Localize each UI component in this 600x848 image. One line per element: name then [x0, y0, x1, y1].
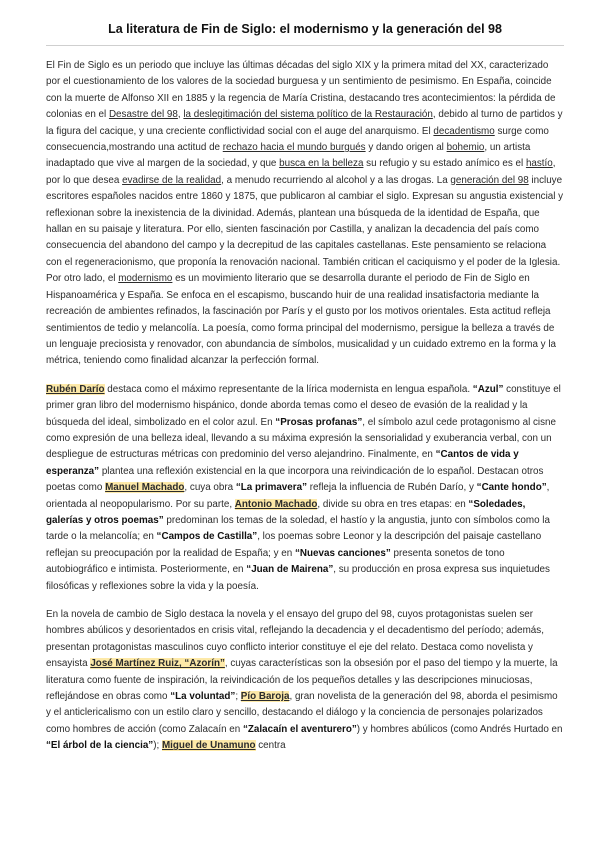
text-run: , un artista inadaptado que vive al margen de la sociedad, y que — [46, 142, 531, 170]
paragraph-intro — [46, 58, 564, 370]
text-run: , divide su obra en tres etapas: en — [317, 498, 469, 510]
text-run: ; — [235, 691, 241, 703]
page-title: La literatura de Fin de Siglo: el modernismo y la generación del 98 — [108, 22, 502, 36]
author-highlight: Miguel de Unamuno — [161, 740, 256, 752]
paragraph-novela — [46, 607, 564, 755]
text-run: incluye escritores españoles nacidos entre 1860 y 1875, que publicaron al cambiar el siglo. Expresan su angustia existencial y reflexionan sobre la inexistencia de la divinidad. Además, plantean una búsqueda de la identidad de España, que hallan en su paisaje y literatura. Por ello, sienten fascinación por Castilla, y analizan la decadencia del país como consecuencia del abandono del campo y la decrepitud de las capitales castellanas. Este pensamiento se relaciona con el regeneracionismo, que proponía la renovación nacional. También critican el caciquismo y el poder de la Iglesia. Por otro lado, el — [46, 174, 564, 285]
paragraph-ruben-dario — [46, 382, 564, 595]
work-title: “Prosas profanas” — [275, 416, 363, 428]
work-title: “Juan de Mairena” — [246, 564, 334, 576]
text-run: , debido al turno de partidos y la figura del cacique, y una creciente conflictividad social con el auge del anarquismo. El — [46, 109, 563, 137]
text-run: , — [177, 109, 184, 121]
underlined-term: evadirse de la realidad — [122, 174, 222, 186]
text-run: su refugio y su estado anímico es el — [363, 158, 526, 170]
text-run: , su producción en prosa expresa sus inquietudes filosóficas y reflexiones sobre la vida y la poesía. — [46, 564, 550, 592]
text-run: , el símbolo azul cede protagonismo al cisne como expresión de una belleza ideal, llevando a su máxima expresión la sensorialidad y exuberancia verbal, con un despliegue de estructuras métricas con predominio del verso alejandrino. Finalmente, en — [46, 416, 556, 461]
text-run: , los poemas sobre Leonor y la descripción del paisaje castellano reflejan su preocupación por la realidad de España; y en — [46, 531, 542, 559]
text-run: plantea una reflexión existencial en la que incorpora una reivindicación de lo español. Destacan otros poetas como — [46, 465, 544, 494]
text-run: , cuya obra — [184, 482, 236, 494]
underlined-term: generación del 98 — [450, 174, 529, 186]
author-highlight: Manuel Machado — [105, 482, 185, 494]
author-highlight: Antonio Machado — [234, 498, 318, 510]
document-body — [46, 58, 564, 755]
underlined-term: busca en la belleza — [279, 158, 364, 170]
text-run: ); — [153, 740, 162, 752]
work-title: “Soledades, galerías y otros poemas” — [46, 498, 526, 526]
author-highlight: Pío Baroja — [240, 691, 290, 703]
work-title: “Cantos de vida y esperanza” — [46, 449, 519, 477]
text-run: , orientada al neopopularismo. Por su parte, — [46, 482, 550, 510]
underlined-term: la deslegitimación del sistema político de la Restauración — [183, 109, 433, 121]
work-title: “El árbol de la ciencia” — [46, 740, 154, 752]
work-title: “Azul” — [472, 383, 504, 395]
text-run: centra — [255, 740, 286, 752]
text-run: y dando origen al — [365, 142, 447, 154]
author-highlight: José Martínez Ruiz, “Azorín” — [90, 658, 225, 670]
underlined-term: Desastre del 98 — [108, 109, 178, 121]
work-title: “Cante hondo” — [476, 482, 547, 494]
underlined-term: modernismo — [118, 273, 173, 285]
text-run: ) y hombres abúlicos (como Andrés Hurtado en — [356, 723, 563, 735]
work-title: “La primavera” — [235, 482, 307, 494]
work-title: “Nuevas canciones” — [295, 547, 391, 559]
underlined-term: rechazo hacia el mundo burgués — [222, 142, 366, 154]
text-run: , a menudo recurriendo al alcohol y a las drogas. La — [221, 174, 451, 186]
underlined-term: bohemio — [446, 142, 485, 154]
work-title: “Zalacaín el aventurero” — [242, 723, 357, 735]
text-run: , gran novelista de la generación del 98, aborda el pesimismo y el anticlericalismo con un estilo claro y sencillo, destacando el diálogo y la conciencia de personajes polarizados como hombres de acción (como Zalacaín en — [46, 691, 558, 735]
text-run: El Fin de Siglo es un periodo que incluye las últimas décadas del siglo XIX y la primera mitad del XX, caracterizado por el cuestionamiento de los valores de la sociedad burguesa y un sentimiento de pesimismo. En España, coincide con la muerte de Alfonso XII en 1885 y la regencia de María Cristina, destacando tres acontecimientos: la pérdida de colonias en el — [46, 60, 556, 121]
text-run: , cuyas características son la obsesión por el paso del tiempo y la muerte, la literatura como fuente de inspiración, la reivindicación de los pequeños detalles y las descripciones minuciosas, reflejándose en obras como — [46, 658, 558, 703]
text-run: presenta sonetos de tono autobiográfico e intimista. Posteriormente, en — [46, 547, 505, 576]
underlined-term: decadentismo — [433, 125, 495, 137]
text-run: constituye el primer gran libro del modernismo hispánico, donde aborda temas como el deseo de evasión de la realidad y la búsqueda del ideal, simbolizado en el color azul. En — [46, 383, 561, 428]
title-divider — [46, 45, 564, 46]
author-highlight: Rubén Darío — [46, 383, 105, 395]
text-run: es un movimiento literario que se desarrolla durante el periodo de Fin de Siglo en Hispanoamérica y España. Se enfoca en el escapismo, buscando huir de una realidad insatisfactoria mediante la recreación de ambientes refinados, la fascinación por París y el gusto por los motivos orientales. Esta actitud refleja sentimientos de tedio y melancolía. La poesía, como forma principal del modernismo, persigue la belleza a través de un lenguaje preciosista y renovador, con abundancia de símbolos, musicalidad y un cuidado extremo en la forma y la métrica, teniendo como finalidad alcanzar la perfección formal. — [46, 273, 556, 367]
work-title: “La voluntad” — [170, 691, 236, 703]
text-run: predominan los temas de la soledad, el hastío y la angustia, junto con símbolos como la tarde o la melancolía; en — [46, 514, 550, 543]
text-run: En la novela de cambio de Siglo destaca la novela y el ensayo del grupo del 98, cuyos protagonistas suelen ser hombres abúlicos y desorientados en crisis vital, reflejando la decadencia y el decadentismo del período; además, presentan protagonistas masculinos cuyo conflicto interior constituye el eje del relato. Destaca como novelista y ensayista — [46, 609, 544, 670]
text-run: destaca como el máximo representante de la lírica modernista en lengua española. — [104, 383, 473, 395]
text-run: surge como consecuencia,mostrando una actitud de — [46, 125, 549, 154]
underlined-term: hastío — [525, 158, 553, 170]
text-run: refleja la influencia de Rubén Darío, y — [307, 482, 477, 494]
text-run: , por lo que desea — [46, 158, 556, 186]
work-title: “Campos de Castilla” — [156, 531, 258, 543]
